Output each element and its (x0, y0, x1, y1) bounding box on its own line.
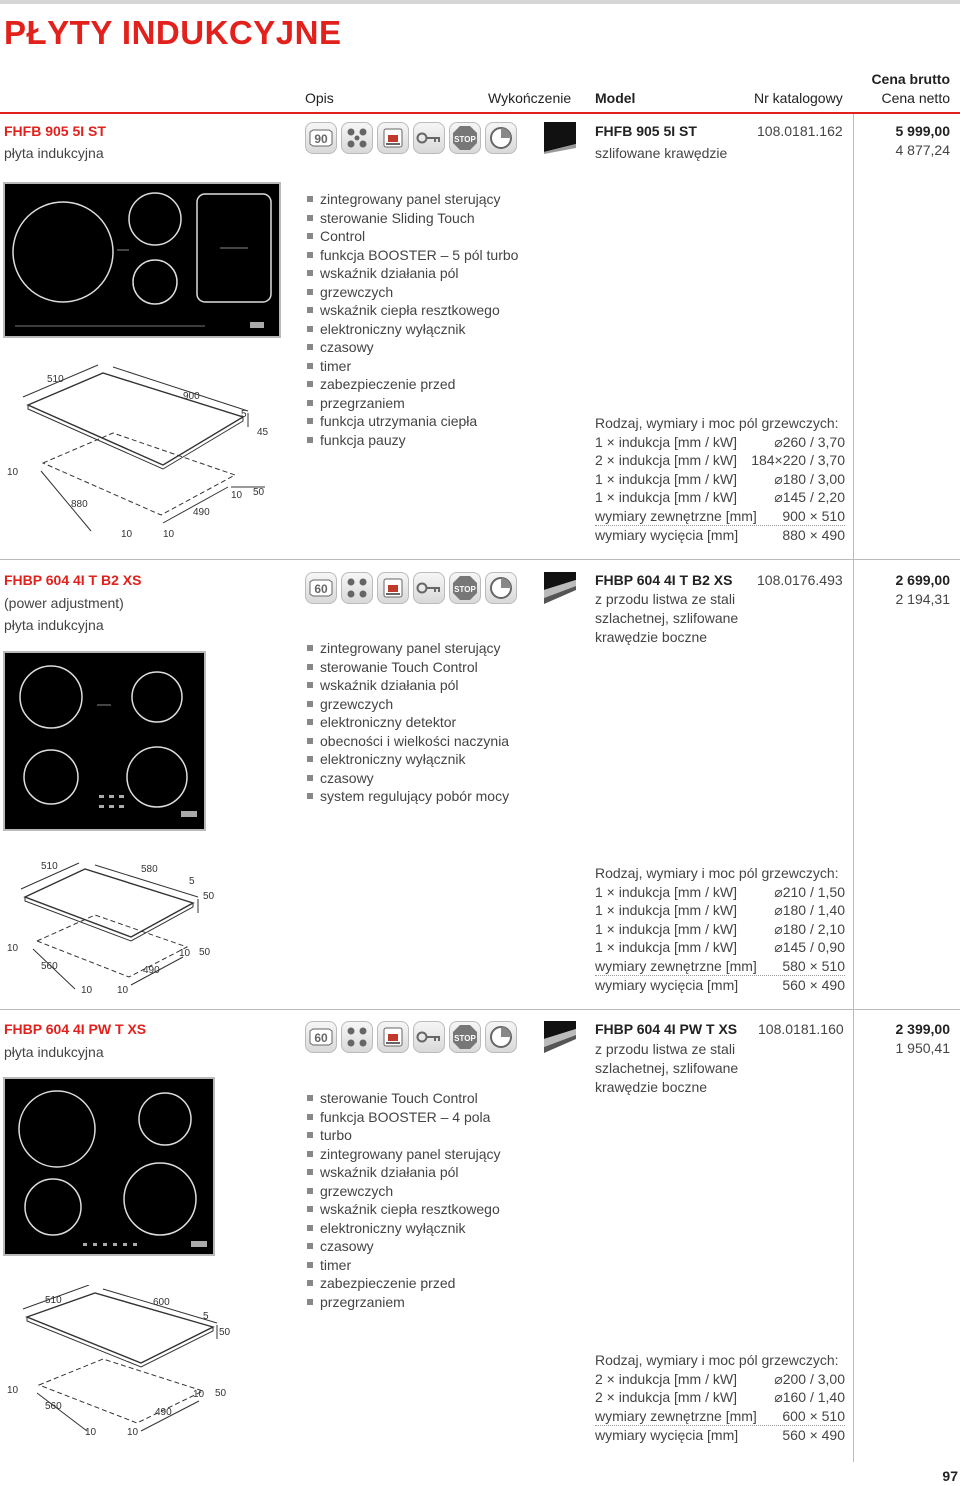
svg-text:10: 10 (163, 529, 175, 540)
svg-text:580: 580 (141, 864, 158, 875)
feature-list (306, 639, 509, 806)
svg-text:10: 10 (85, 1427, 97, 1438)
price-net: 1 950,41 (895, 1040, 950, 1056)
pot-heat-icon (377, 572, 409, 604)
spec-label: 1 × indukcja [mm / kW] (595, 433, 737, 450)
feature-item: elektroniczny wyłącznik (306, 750, 509, 769)
svg-text:10: 10 (193, 1389, 205, 1400)
spec-value: 900 × 510 (782, 507, 845, 524)
feature-item: timer (306, 357, 518, 376)
model-desc: szlifowane krawędzie (595, 145, 728, 161)
svg-text:45: 45 (257, 427, 269, 438)
pot-heat-icon (377, 122, 409, 154)
product-desc: płyta indukcyjna (4, 1044, 104, 1060)
page-title: PŁYTY INDUKCYJNE (4, 14, 342, 51)
svg-text:10: 10 (117, 985, 129, 996)
col-wykonczenie: Wykończenie (488, 90, 572, 106)
timer-icon (485, 572, 517, 604)
spec-title: Rodzaj, wymiary i moc pól grzewczych: (595, 415, 839, 431)
spec-label: wymiary wycięcia [mm] (595, 527, 739, 543)
svg-text:10: 10 (7, 467, 19, 478)
pot-heat-icon (377, 1021, 409, 1053)
feature-item: czasowy (306, 1237, 501, 1256)
feature-item: funkcja BOOSTER – 4 pola (306, 1108, 501, 1127)
svg-text:490: 490 (155, 1407, 172, 1418)
product-photo (3, 182, 281, 338)
feature-item: elektroniczny detektor (306, 713, 509, 732)
spec-label: wymiary zewnętrzne [mm] (595, 507, 757, 524)
spec-value: ⌀210 / 1,50 (774, 883, 845, 900)
svg-text:50: 50 (253, 487, 265, 498)
svg-text:10: 10 (7, 1385, 19, 1396)
spec-value: 880 × 490 (782, 527, 845, 543)
model-desc: szlachetnej, szlifowane (595, 610, 739, 626)
feature-item: funkcja utrzymania ciepła (306, 412, 518, 431)
spec-label: 1 × indukcja [mm / kW] (595, 939, 737, 955)
spec-value: 600 × 510 (782, 1407, 845, 1424)
price-gross: 2 399,00 (895, 1021, 950, 1037)
section-divider (0, 559, 960, 560)
spec-value: ⌀200 / 3,00 (774, 1370, 845, 1387)
price-net: 4 877,24 (895, 142, 950, 158)
power-label: 60 (314, 1031, 328, 1045)
product-desc: płyta indukcyjna (4, 617, 104, 633)
feature-item: sterowanie Touch Control (306, 1089, 501, 1108)
product-photo (3, 1077, 215, 1256)
svg-text:50: 50 (215, 1388, 227, 1399)
spec-value: ⌀160 / 1,40 (774, 1389, 845, 1405)
svg-text:880: 880 (71, 499, 88, 510)
svg-text:STOP: STOP (454, 585, 476, 594)
spec-table (595, 1351, 845, 1445)
feature-item: sterowanie Touch Control (306, 658, 509, 677)
power-60-icon (305, 1021, 337, 1053)
catalog-number: 108.0181.162 (757, 123, 843, 139)
spec-value: ⌀180 / 1,40 (774, 902, 845, 918)
stop-icon (449, 572, 481, 604)
feature-item: zabezpieczenie przed (306, 375, 518, 394)
stop-icon (449, 1021, 481, 1053)
finish-thumbnail (544, 122, 576, 154)
product-name: FHBP 604 4I T B2 XS (4, 572, 142, 588)
finish-thumbnail (544, 572, 576, 604)
svg-text:10: 10 (7, 943, 19, 954)
feature-item: grzewczych (306, 695, 509, 714)
spec-label: wymiary zewnętrzne [mm] (595, 1407, 757, 1424)
price-gross: 5 999,00 (895, 123, 950, 139)
spec-value: ⌀180 / 3,00 (774, 470, 845, 487)
svg-text:50: 50 (203, 891, 215, 902)
top-rule (0, 0, 960, 4)
svg-text:600: 600 (153, 1297, 170, 1308)
svg-text:510: 510 (45, 1295, 62, 1306)
feature-item: czasowy (306, 769, 509, 788)
svg-text:5: 5 (241, 409, 247, 420)
child-lock-key-icon (413, 572, 445, 604)
model-desc: szlachetnej, szlifowane (595, 1060, 739, 1076)
svg-text:50: 50 (199, 947, 211, 958)
power-60-icon (305, 572, 337, 604)
svg-text:10: 10 (81, 985, 93, 996)
finish-thumbnail (544, 1021, 576, 1053)
model-desc: krawędzie boczne (595, 629, 708, 645)
feature-list (306, 190, 518, 449)
spec-value: ⌀180 / 2,10 (774, 920, 845, 937)
spec-label: wymiary zewnętrzne [mm] (595, 957, 757, 974)
feature-item: wskaźnik ciepła resztkowego (306, 301, 518, 320)
feature-list (306, 1089, 501, 1311)
model-desc: z przodu listwa ze stali (595, 591, 736, 607)
spec-value: 560 × 490 (782, 1427, 845, 1443)
feature-item: system regulujący pobór mocy (306, 787, 509, 806)
feature-item: elektroniczny wyłącznik (306, 320, 518, 339)
spec-label: 2 × indukcja [mm / kW] (595, 452, 737, 468)
model-desc: krawędzie boczne (595, 1079, 708, 1095)
dimension-drawing (3, 355, 273, 550)
feature-item: czasowy (306, 338, 518, 357)
feature-item: timer (306, 1256, 501, 1275)
spec-label: wymiary wycięcia [mm] (595, 1427, 739, 1443)
timer-icon (485, 122, 517, 154)
feature-item: wskaźnik działania pól (306, 1163, 501, 1182)
feature-item: zintegrowany panel sterujący (306, 190, 518, 209)
page-number: 97 (942, 1468, 958, 1484)
feature-item: wskaźnik ciepła resztkowego (306, 1200, 501, 1219)
spec-value: ⌀145 / 0,90 (774, 939, 845, 955)
svg-text:510: 510 (47, 374, 64, 385)
svg-text:490: 490 (193, 507, 210, 518)
feature-item: grzewczych (306, 283, 518, 302)
svg-text:560: 560 (45, 1401, 62, 1412)
catalog-number: 108.0181.160 (758, 1021, 844, 1037)
product-desc: (power adjustment) (4, 595, 124, 611)
svg-text:510: 510 (41, 861, 58, 872)
svg-text:900: 900 (183, 391, 200, 402)
svg-text:50: 50 (219, 1327, 231, 1338)
feature-item: Control (306, 227, 518, 246)
svg-text:5: 5 (203, 1311, 209, 1322)
svg-text:560: 560 (41, 961, 58, 972)
burners-layout-icon (341, 1021, 373, 1053)
price-gross: 2 699,00 (895, 572, 950, 588)
model-name: FHBP 604 4I T B2 XS (595, 572, 733, 588)
power-90-icon (305, 122, 337, 154)
power-label: 90 (314, 132, 328, 146)
product-name: FHBP 604 4I PW T XS (4, 1021, 147, 1037)
spec-table (595, 414, 845, 545)
svg-text:5: 5 (189, 876, 195, 887)
feature-item: wskaźnik działania pól (306, 676, 509, 695)
product-desc: płyta indukcyjna (4, 145, 104, 161)
section-divider (0, 1009, 960, 1010)
col-model: Model (595, 90, 636, 106)
product-name: FHFB 905 5I ST (4, 123, 106, 139)
col-cena-netto: Cena netto (881, 90, 950, 106)
spec-value: ⌀260 / 3,70 (774, 433, 845, 450)
feature-item: przegrzaniem (306, 394, 518, 413)
spec-title: Rodzaj, wymiary i moc pól grzewczych: (595, 865, 839, 881)
burners-layout-icon (341, 572, 373, 604)
feature-icons (305, 572, 517, 604)
spec-label: 1 × indukcja [mm / kW] (595, 883, 737, 900)
child-lock-key-icon (413, 1021, 445, 1053)
col-nr-katalogowy: Nr katalogowy (754, 90, 843, 106)
burners-layout-icon (341, 122, 373, 154)
feature-item: elektroniczny wyłącznik (306, 1219, 501, 1238)
model-name: FHBP 604 4I PW T XS (595, 1021, 738, 1037)
spec-table (595, 864, 845, 995)
spec-value: ⌀145 / 2,20 (774, 489, 845, 505)
model-name: FHFB 905 5I ST (595, 123, 697, 139)
svg-text:STOP: STOP (454, 1034, 476, 1043)
spec-label: 1 × indukcja [mm / kW] (595, 489, 737, 505)
spec-title: Rodzaj, wymiary i moc pól grzewczych: (595, 1352, 839, 1368)
feature-item: przegrzaniem (306, 1293, 501, 1312)
feature-item: zintegrowany panel sterujący (306, 639, 509, 658)
dimension-drawing (3, 1285, 243, 1445)
spec-label: 1 × indukcja [mm / kW] (595, 902, 737, 918)
model-desc: z przodu listwa ze stali (595, 1041, 736, 1057)
timer-icon (485, 1021, 517, 1053)
svg-text:STOP: STOP (454, 135, 476, 144)
feature-icons (305, 122, 517, 154)
feature-icons (305, 1021, 517, 1053)
svg-text:10: 10 (127, 1427, 139, 1438)
feature-item: obecności i wielkości naczynia (306, 732, 509, 751)
svg-text:10: 10 (231, 490, 243, 501)
col-cena-brutto: Cena brutto (871, 71, 950, 87)
svg-text:10: 10 (121, 529, 133, 540)
power-label: 60 (314, 582, 328, 596)
spec-label: 2 × indukcja [mm / kW] (595, 1389, 737, 1405)
price-column-divider (853, 114, 854, 1462)
feature-item: funkcja pauzy (306, 431, 518, 450)
product-photo (3, 651, 206, 831)
feature-item: wskaźnik działania pól (306, 264, 518, 283)
spec-value: 560 × 490 (782, 977, 845, 993)
feature-item: funkcja BOOSTER – 5 pól turbo (306, 246, 518, 265)
spec-value: 580 × 510 (782, 957, 845, 974)
feature-item: zintegrowany panel sterujący (306, 1145, 501, 1164)
feature-item: zabezpieczenie przed (306, 1274, 501, 1293)
spec-value: 184×220 / 3,70 (751, 452, 845, 468)
catalog-number: 108.0176.493 (757, 572, 843, 588)
col-opis: Opis (305, 90, 334, 106)
feature-item: turbo (306, 1126, 501, 1145)
spec-label: 2 × indukcja [mm / kW] (595, 1370, 737, 1387)
header-rule (0, 112, 960, 114)
svg-text:490: 490 (143, 965, 160, 976)
child-lock-key-icon (413, 122, 445, 154)
spec-label: wymiary wycięcia [mm] (595, 977, 739, 993)
svg-text:10: 10 (179, 948, 191, 959)
price-net: 2 194,31 (895, 591, 950, 607)
spec-label: 1 × indukcja [mm / kW] (595, 470, 737, 487)
spec-label: 1 × indukcja [mm / kW] (595, 920, 737, 937)
dimension-drawing (3, 855, 223, 1005)
stop-icon (449, 122, 481, 154)
feature-item: sterowanie Sliding Touch (306, 209, 518, 228)
feature-item: grzewczych (306, 1182, 501, 1201)
